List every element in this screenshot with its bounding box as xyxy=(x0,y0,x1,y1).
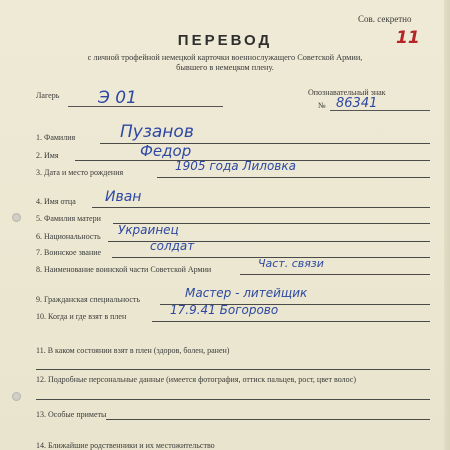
field-label-unit: 8. Наименование воинской части Советской Армии xyxy=(36,265,212,274)
document-title: ПЕРЕВОД xyxy=(177,32,273,49)
field-label-father: 4. Имя отца xyxy=(36,197,76,206)
field-label-personal-data: 12. Подробные персональные данные (имеется фотография, оттиск пальцев, рост, цвет волос) xyxy=(36,375,356,384)
ident-value: 86341 xyxy=(336,96,378,111)
field-label-mother: 5. Фамилия матери xyxy=(36,214,101,223)
field-label-condition: 11. В каком состоянии взят в плен (здоров, болен, ранен) xyxy=(36,346,230,355)
field-line xyxy=(106,419,430,420)
ident-no-label: № xyxy=(318,101,326,110)
field-value-nationality: Украинец xyxy=(118,223,179,237)
field-label-relatives: 14. Ближайшие родственники и их местожительство xyxy=(36,441,215,450)
field-label-nationality: 6. Национальность xyxy=(36,232,101,241)
field-label-profession: 9. Гражданская специальность xyxy=(36,295,141,304)
camp-value: Э 01 xyxy=(98,88,137,108)
document-subtitle: с личной трофейной немецкой карточки военнослужащего Советской Армии, бывшего в немецком плену. xyxy=(87,53,363,72)
field-value-rank: солдат xyxy=(150,239,195,253)
ident-label: Опознавательный знак xyxy=(308,88,386,97)
field-line xyxy=(152,321,430,322)
field-value-unit: Част. связи xyxy=(258,257,324,270)
field-value-father: Иван xyxy=(105,189,142,205)
field-line xyxy=(157,177,430,178)
field-line xyxy=(36,369,430,370)
field-label-rank: 7. Воинское звание xyxy=(36,248,102,257)
camp-label: Лагерь xyxy=(36,91,60,100)
field-line xyxy=(92,207,430,208)
field-value-profession: Мастер - литейщик xyxy=(185,286,308,300)
binder-hole xyxy=(12,392,21,401)
camp-underline xyxy=(68,106,223,107)
field-value-name: Федор xyxy=(140,142,192,160)
field-value-captured: 17.9.41 Богорово xyxy=(170,303,279,317)
field-label-birth: 3. Дата и место рождения xyxy=(36,168,124,177)
binder-hole xyxy=(12,213,21,222)
field-label-surname: 1. Фамилия xyxy=(36,133,76,142)
field-line xyxy=(240,274,430,275)
field-label-captured: 10. Когда и где взят в плен xyxy=(36,312,127,321)
field-value-birth: 1905 года Лиловка xyxy=(175,159,296,173)
handwritten-number-mark: 11 xyxy=(396,28,420,48)
field-label-name: 2. Имя xyxy=(36,151,59,160)
field-label-marks: 13. Особые приметы xyxy=(36,410,107,419)
field-line xyxy=(36,399,430,400)
secret-label: Сов. секретно xyxy=(358,14,412,24)
field-value-surname: Пузанов xyxy=(120,122,194,142)
